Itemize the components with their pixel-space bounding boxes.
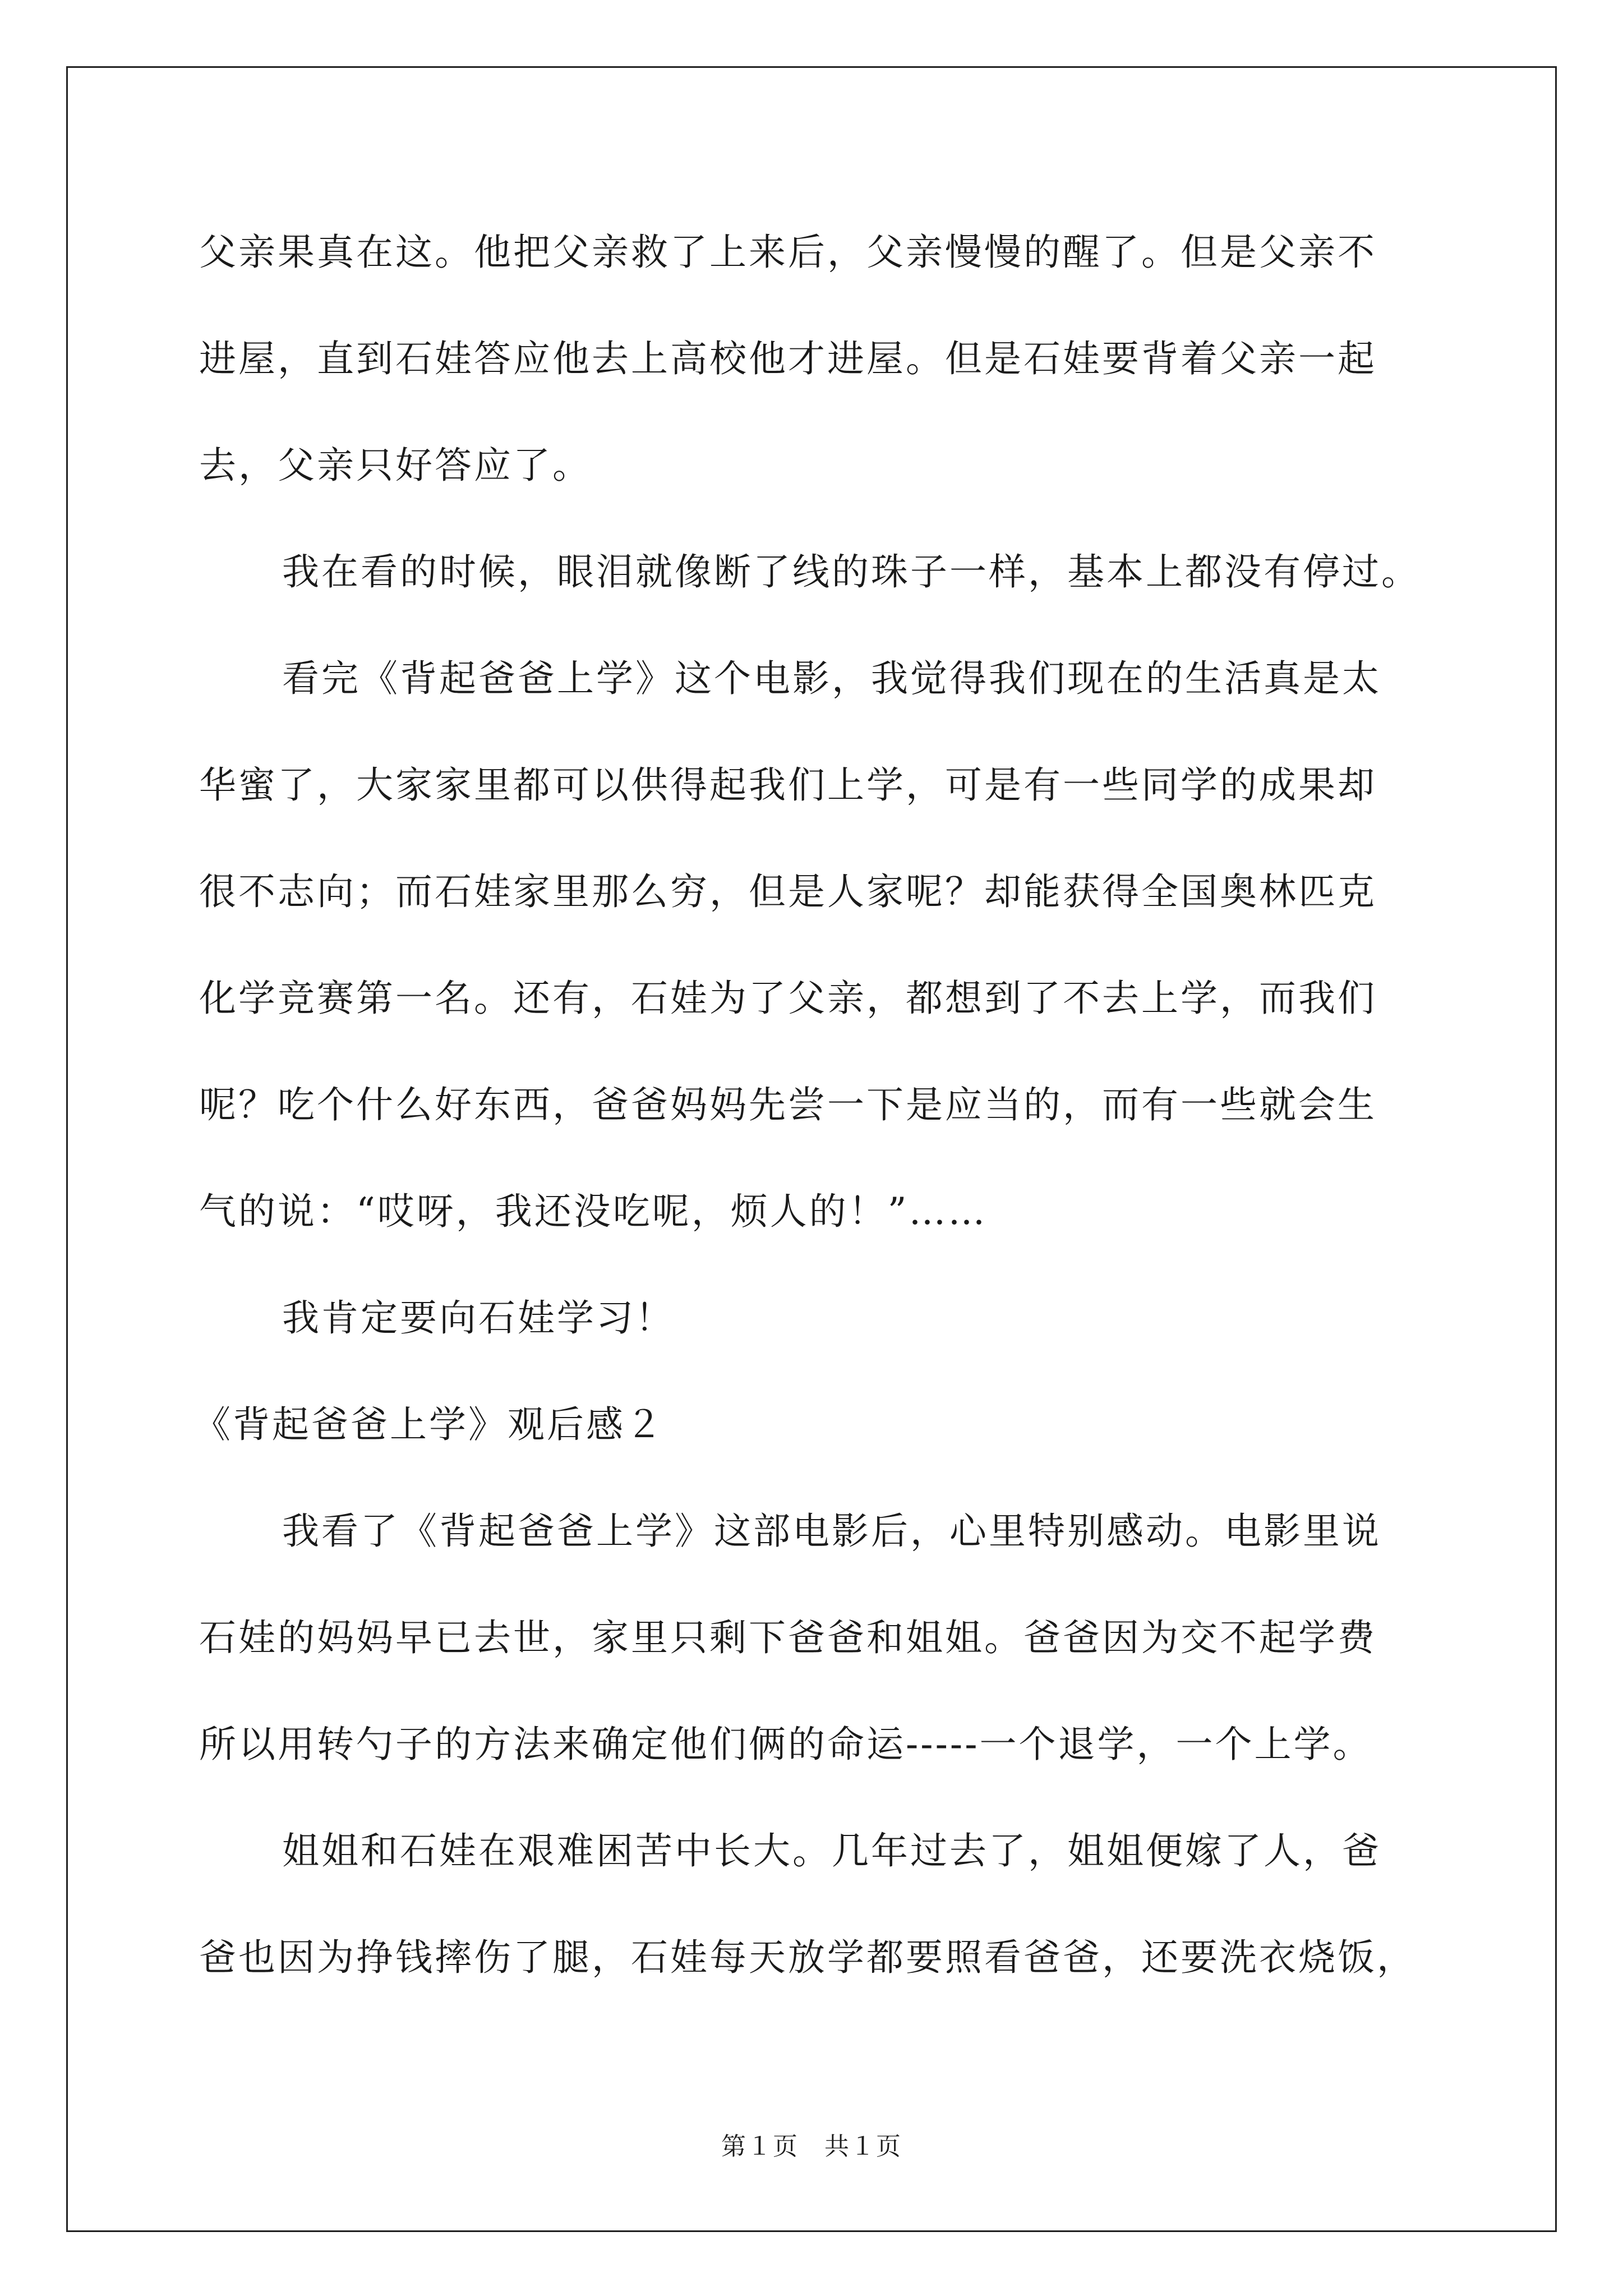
paragraph-line: 华蜜了，大家家里都可以供得起我们上学，可是有一些同学的成果却 <box>199 763 1377 807</box>
paragraph-line: 气的说：“哎呀，我还没吃呢，烦人的！”…… <box>199 1190 988 1233</box>
paragraph-line: 去，父亲只好答应了。 <box>199 444 592 487</box>
paragraph-line: 很不志向；而石娃家里那么穷，但是人家呢？却能获得全国奥林匹克 <box>199 870 1377 913</box>
document-body <box>193 199 1438 2011</box>
paragraph-line: 所以用转勺子的方法来确定他们俩的命运-----一个退学，一个上学。 <box>199 1723 1372 1766</box>
paragraph-line: 进屋，直到石娃答应他去上高校他才进屋。但是石娃要背着父亲一起 <box>199 337 1377 380</box>
paragraph-line: 化学竞赛第一名。还有，石娃为了父亲，都想到了不去上学，而我们 <box>199 977 1377 1020</box>
paragraph-line: 爸也因为挣钱摔伤了腿，石娃每天放学都要照看爸爸，还要洗衣烧饭， <box>199 1936 1416 1979</box>
paragraph-line: 姐姐和石娃在艰难困苦中长大。几年过去了，姐姐便嫁了人，爸 <box>282 1829 1381 1872</box>
paragraph-line: 石娃的妈妈早已去世，家里只剩下爸爸和姐姐。爸爸因为交不起学费 <box>199 1616 1377 1659</box>
paragraph-line: 呢？吃个什么好东西，爸爸妈妈先尝一下是应当的，而有一些就会生 <box>199 1083 1377 1126</box>
paragraph-line: 父亲果真在这。他把父亲救了上来后，父亲慢慢的醒了。但是父亲不 <box>199 231 1377 274</box>
paragraph-line: 看完《背起爸爸上学》这个电影，我觉得我们现在的生活真是太 <box>282 657 1381 700</box>
paragraph-line: 我肯定要向石娃学习！ <box>282 1296 675 1340</box>
page-footer: 第１页 共１页 <box>721 2132 902 2161</box>
paragraph-line: 我在看的时候，眼泪就像断了线的珠子一样，基本上都没有停过。 <box>282 550 1421 593</box>
section-heading: 《背起爸爸上学》观后感２ <box>193 1403 665 1446</box>
paragraph-line: 我看了《背起爸爸上学》这部电影后，心里特别感动。电影里说 <box>282 1510 1381 1553</box>
